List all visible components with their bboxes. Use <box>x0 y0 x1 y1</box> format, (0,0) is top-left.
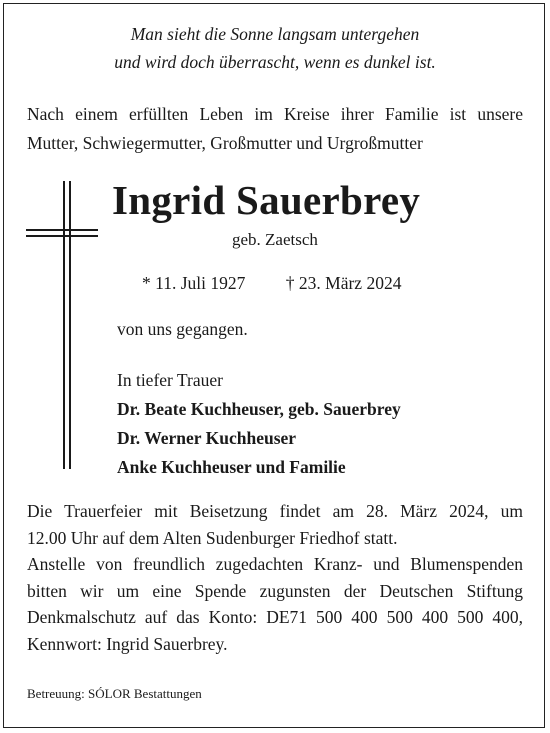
funeral-line: Anstelle von freundlich zugedachten Kranz- und Blumenspenden <box>27 554 523 574</box>
quote-line-1: Man sieht die Sonne langsam untergehen <box>130 24 420 44</box>
mourner-name: Dr. Werner Kuchheuser <box>117 428 297 448</box>
intro-text <box>27 100 523 158</box>
funeral-line: Denkmalschutz auf das Konto: DE71 500 400 500 400 500 400, <box>27 607 523 627</box>
maiden-name: geb. Zaetsch <box>232 230 318 249</box>
memorial-quote <box>0 20 550 76</box>
intro-line-2: Mutter, Schwiegermutter, Großmutter und Urgroßmutter <box>27 133 423 153</box>
funeral-line: 12.00 Uhr auf dem Alten Sudenburger Friedhof statt. <box>27 527 398 548</box>
quote-line-2: und wird doch überrascht, wenn es dunkel ist. <box>114 52 436 72</box>
intro-line-1: Nach einem erfüllten Leben im Kreise ihrer Familie ist unsere <box>27 104 523 124</box>
birth-date: * 11. Juli 1927 <box>142 273 246 293</box>
undertaker-credit: Betreuung: SÓLOR Bestattungen <box>27 686 202 701</box>
funeral-info <box>27 498 523 657</box>
funeral-line: Die Trauerfeier mit Beisetzung findet am 28. März 2024, um <box>27 501 523 521</box>
passed-text: von uns gegangen. <box>117 319 248 339</box>
funeral-line: bitten wir um eine Spende zugunsten der Deutschen Stiftung <box>27 580 523 601</box>
life-dates <box>142 270 401 296</box>
mourner-name: Dr. Beate Kuchheuser, geb. Sauerbrey <box>117 399 401 419</box>
cross-icon <box>26 181 98 469</box>
deceased-name: Ingrid Sauerbrey <box>112 177 421 223</box>
mourner-name: Anke Kuchheuser und Familie <box>117 457 346 477</box>
mourning-heading: In tiefer Trauer <box>117 370 223 390</box>
mourners-block <box>117 366 401 482</box>
death-date: † 23. März 2024 <box>285 273 402 293</box>
funeral-line: Kennwort: Ingrid Sauerbrey. <box>27 633 228 654</box>
